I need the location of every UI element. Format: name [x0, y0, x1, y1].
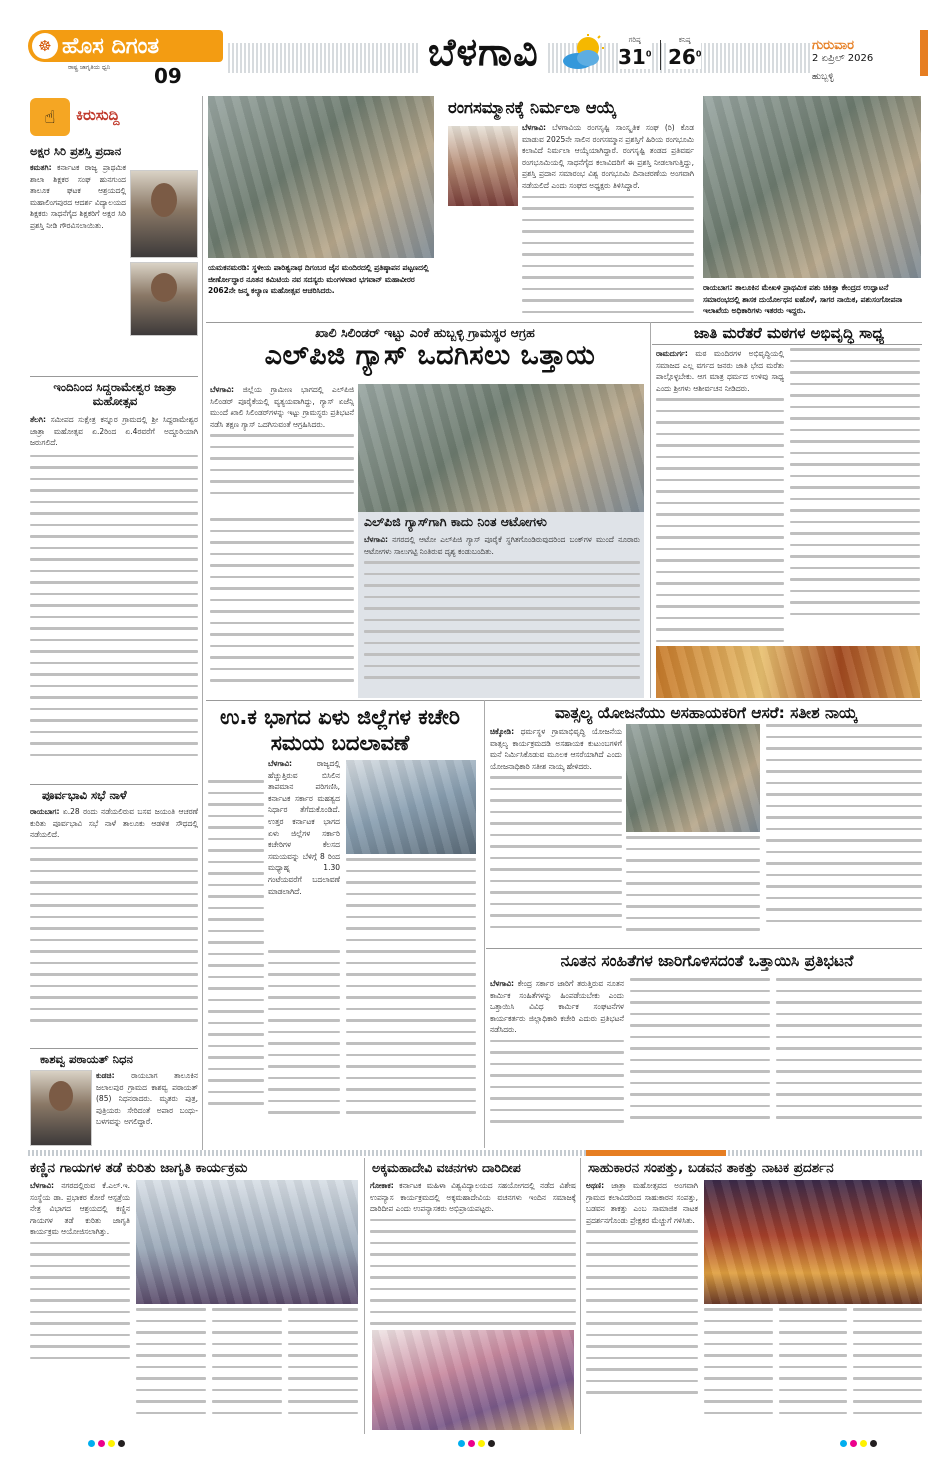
- article-body-vatsalya: ಚಿಕ್ಕೋಡಿ: ಧರ್ಮಸ್ಥಳ ಗ್ರಾಮಾಭಿವೃದ್ಧಿ ಯೋಜನೆಯ ವಾತ್ಸಲ್ಯ ಕಾರ್ಯಕ್ರಮದಡಿ ಅಸಹಾಯಕ ಕುಟುಂಬಗಳಿಗೆ ಮನೆ ನಿರ್ಮಿಸಿಕೊಡುವ ಮೂಲಕ ಆಸರೆಯಾಗಿದೆ ಎಂದು ಯೋಜನಾಧಿಕಾರಿ ಸತೀಶ ನಾಯ್ಕ ಹೇಳಿದರು.: [490, 726, 622, 946]
- article-body-lpg: ಬೆಳಗಾವಿ: ಜಿಲ್ಲೆಯ ಗ್ರಾಮೀಣ ಭಾಗದಲ್ಲಿ ಎಲ್‌ಪಿಜಿ ಸಿಲಿಂಡರ್ ಪೂರೈಕೆಯಲ್ಲಿ ವ್ಯತ್ಯಯವಾಗಿದ್ದು, ಗ್ಯಾಸ್ ಏಜೆನ್ಸಿ ಮುಂದೆ ಖಾಲಿ ಸಿಲಿಂಡರ್‌ಗಳನ್ನು ಇಟ್ಟು ಗ್ರಾಮಸ್ಥರು ಪ್ರತಿಭಟನೆ ನಡೆಸಿ ತಕ್ಷಣ ಗ್ಯಾಸ್ ಒದಗಿಸುವಂತೆ ಆಗ್ರಹಿಸಿದರು.: [210, 384, 354, 512]
- news-photo: [372, 1330, 574, 1430]
- print-registration-marks: [458, 1440, 495, 1447]
- article-body-office-col1: [208, 780, 264, 1140]
- emblem-icon: ☸: [32, 33, 58, 59]
- headline-akka: ಅಕ್ಕಮಹಾದೇವಿ ವಚನಗಳು ದಾರಿದೀಪ: [372, 1160, 521, 1175]
- article-body-natak: ಅಥಣಿ: ಜಾತ್ರಾ ಮಹೋತ್ಸವದ ಅಂಗವಾಗಿ ಗ್ರಾಮದ ಕಲಾವಿದರಿಂದ ಸಾಹುಕಾರನ ಸಂಪತ್ತು, ಬಡವನ ತಾಕತ್ತು ಎಂಬ ಸಾಮಾಜಿಕ ನಾಟಕ ಪ್ರದರ್ಶನಗೊಂಡು ಪ್ರೇಕ್ಷಕರ ಮೆಚ್ಚುಗೆ ಗಳಿಸಿತು.: [586, 1180, 698, 1430]
- brief-title-3: ಪೂರ್ವಭಾವಿ ಸಭೆ ನಾಳೆ: [42, 788, 127, 802]
- article-body-office-col2: [268, 950, 340, 1140]
- hand-icon: ☝: [30, 98, 70, 136]
- news-photo: [626, 724, 760, 832]
- newspaper-logo[interactable]: [28, 30, 223, 86]
- article-body-vatsalya-col3: [766, 724, 922, 946]
- news-photo: [703, 96, 921, 278]
- article-body-akka: ಗೋಕಾಕ: ಕರ್ನಾಟಕ ಮಹಿಳಾ ವಿಶ್ವವಿದ್ಯಾಲಯದ ಸಹಯೋಗದಲ್ಲಿ ನಡೆದ ವಿಶೇಷ ಉಪನ್ಯಾಸ ಕಾರ್ಯಕ್ರಮದಲ್ಲಿ ಅಕ್ಕಮಹಾದೇವಿಯ ವಚನಗಳು ಇಂದಿನ ಸಮಾಜಕ್ಕೆ ದಾರಿದೀಪ ಎಂದು ಉಪನ್ಯಾಸಕರು ಅಭಿಪ್ರಾಯಪಟ್ಟರು.: [370, 1180, 576, 1326]
- article-body-office-col3: [346, 858, 476, 1142]
- article-body-nirmala: ಬೆಳಗಾವಿ: ಬೆಳಗಾವಿಯ ರಂಗಸೃಷ್ಟಿ ಸಾಂಸ್ಕೃತಿಕ ಸಂಘ (ರಿ) ಕೊಡ ಮಾಡುವ 2025ನೇ ಸಾಲಿನ ರಂಗಸಮ್ಮಾನ ಪ್ರಶಸ್ತಿಗೆ ಹಿರಿಯ ರಂಗಭೂಮಿ ಕಲಾವಿದೆ ನಿರ್ಮಲಾ ಆಯ್ಕೆಯಾಗಿದ್ದಾರೆ. ರಂಗಸೃಷ್ಟಿ ತಂಡದ ಪ್ರತಿವರ್ಷ ರಂಗಭೂಮಿಯಲ್ಲಿ ಸಾಧನೆಗೈದ ಕಲಾವಿದರಿಗೆ ಈ ಪ್ರಶಸ್ತಿ ನೀಡಲಾಗುತ್ತಿದ್ದು, ಪ್ರಶಸ್ತಿ ಪ್ರದಾನ ಸಮಾರಂಭ ವಿಶ್ವ ರಂಗಭೂಮಿ ದಿನಾಚರಣೆಯ ಅಂಗವಾಗಿ ನಡೆಯಲಿದೆ ಎಂದು ಸಂಘದ ಅಧ್ಯಕ್ಷರು ತಿಳಿಸಿದ್ದಾರೆ.: [448, 122, 694, 320]
- headline-lpg: ಎಲ್‌ಪಿಜಿ ಗ್ಯಾಸ್ ಒದಗಿಸಲು ಒತ್ತಾಯ: [264, 340, 596, 371]
- article-body-autos: ಬೆಳಗಾವಿ: ನಗರದಲ್ಲಿ ಆಟೋ ಎಲ್‌ಪಿಜಿ ಗ್ಯಾಸ್ ಪೂರೈಕೆ ಸ್ಥಗಿತಗೊಂಡಿರುವುದರಿಂದ ಬಂಕ್‌ಗಳ ಮುಂದೆ ನೂರಾರು ಆಟೋಗಳು ಸಾಲುಗಟ್ಟಿ ನಿಂತಿರುವ ದೃಶ್ಯ ಕಂಡುಬಂದಿತು.: [364, 534, 640, 694]
- headline-sanhita: ನೂತನ ಸಂಹಿತೆಗಳ ಜಾರಿಗೊಳಿಸದಂತೆ ಒತ್ತಾಯಿಸಿ ಪ್ರತಿಭಟನೆ: [560, 952, 854, 970]
- article-body-eye-cont: [136, 1308, 358, 1430]
- headline-mata: ಜಾತಿ ಮರೆತರೆ ಮಠಗಳ ಅಭಿವೃದ್ಧಿ ಸಾಧ್ಯ: [693, 324, 885, 342]
- article-body-vatsalya-col2: [626, 836, 760, 946]
- brief-title-4: ಕಾಶವ್ವ ಪಠಾಯತ್ ನಿಧನ: [40, 1052, 133, 1066]
- headline-natak: ಸಾಹುಕಾರನ ಸಂಪತ್ತು, ಬಡವನ ತಾಕತ್ತು ನಾಟಕ ಪ್ರದರ್ಶನ: [588, 1160, 834, 1176]
- article-body-lpg-cont: [210, 518, 354, 694]
- print-registration-marks: [88, 1440, 125, 1447]
- news-photo: [358, 384, 644, 512]
- masthead: [0, 0, 945, 92]
- headline-eye: ಕಣ್ಣಿನ ಗಾಯಗಳ ತಡೆ ಕುರಿತು ಜಾಗೃತಿ ಕಾರ್ಯಕ್ರಮ: [30, 1160, 248, 1176]
- brief-body-1: ಕಮತಗಿ: ಕರ್ನಾಟಕ ರಾಜ್ಯ ಪ್ರಾಥಮಿಕ ಶಾಲಾ ಶಿಕ್ಷಕರ ಸಂಘ ಹುನಗುಂದ ತಾಲೂಕ ಘಟಕ ಆಶ್ರಯದಲ್ಲಿ ಮಹಾಲಿಂಗಪುರದ ಆದರ್ಶ ವಿದ್ಯಾಲಯದ ಶಿಕ್ಷಕರು ಸಾಧನೆಗೈದ ಶಿಕ್ಷಕರಿಗೆ ಅಕ್ಷರ ಸಿರಿ ಪ್ರಶಸ್ತಿ ನೀಡಿ ಗೌರವಿಸಲಾಯಿತು.: [30, 163, 126, 230]
- headline-nirmala: ರಂಗಸಮ್ಮಾನಕ್ಕೆ ನಿರ್ಮಲಾ ಆಯ್ಕೆ: [448, 98, 617, 117]
- portrait-photo: [30, 1070, 92, 1146]
- brief-title-2: ಇಂದಿನಿಂದ ಸಿದ್ದರಾಮೇಶ್ವರ ಜಾತ್ರಾ ಮಹೋತ್ಸವ: [53, 380, 177, 408]
- article-body-natak-cont: [704, 1308, 922, 1430]
- page-number: 09: [148, 64, 188, 88]
- article-body-sanhita-col2: [630, 978, 770, 1140]
- partly-cloudy-icon: [558, 34, 608, 72]
- page-tab: [920, 30, 928, 76]
- kirusuddi-section-label: ☝ ಕಿರುಸುದ್ದಿ: [30, 98, 198, 136]
- news-photo: [704, 1180, 922, 1304]
- portrait-photo: [130, 262, 198, 336]
- article-body-mata: ರಾಮದುರ್ಗ: ಮಠ ಮಂದಿರಗಳ ಅಭಿವೃದ್ಧಿಯಲ್ಲಿ ಸಮಾಜದ ಎಲ್ಲ ವರ್ಗದ ಜನರು ಜಾತಿ ಭೇದ ಮರೆತು ಪಾಲ್ಗೊಳ್ಳಬೇಕು. ಆಗ ಮಾತ್ರ ಧರ್ಮದ ಉಳಿವು ಸಾಧ್ಯ ಎಂದು ಶ್ರೀಗಳು ಆಶೀರ್ವಚನ ನೀಡಿದರು.: [656, 348, 784, 644]
- photo-caption: ಯಮಕನಮರಡಿ: ಸ್ಥಳೀಯ ಪಾರಿಶ್ವನಾಥ ದಿಗಂಬರ ಜೈನ ಮಂದಿರದಲ್ಲಿ ಪ್ರತಿಷ್ಠಾಪನ ಪಟ್ಟಣದಲ್ಲಿ ಜೀರ್ಣೋದ್ಧಾರ ನೂತನ ಕಮಿಟಿಯ ನವ ಸದಸ್ಯರು ಮಂಗಳವಾರ ಭಗವಾನ್ ಮಹಾವೀರರ 2062ನೇ ಜನ್ಮ ಕಲ್ಯಾಣ ಮಹೋತ್ಸವ ಆಚರಿಸಿದರು.: [208, 263, 429, 295]
- logo-tagline: ರಾಷ್ಟ್ರ ಜಾಗೃತಿಯ ಧ್ವನಿ: [68, 64, 111, 71]
- brief-body-4: ಕುಡಚಿ: ರಾಯಬಾಗ ತಾಲೂಕಿನ ಜಲಾಲಪುರ ಗ್ರಾಮದ ಕಾಶವ್ವ ಪಠಾಯತ್ (85) ನಿಧನರಾದರು. ಮೃತರು ಪುತ್ರ, ಪುತ್ರಿಯರು ಸೇರಿದಂತೆ ಅಪಾರ ಬಂಧು-ಬಳಗವನ್ನು ಅಗಲಿದ್ದಾರೆ.: [96, 1071, 198, 1127]
- headline-vatsalya: ವಾತ್ಸಲ್ಯ ಯೋಜನೆಯು ಅಸಹಾಯಕರಿಗೆ ಆಸರೆ: ಸತೀಶ ನಾಯ್ಕ: [554, 704, 858, 722]
- news-photo: [208, 96, 434, 258]
- kicker-lpg: ಖಾಲಿ ಸಿಲಿಂಡರ್ ಇಟ್ಟು ಎಂಕೆ ಹುಬ್ಬಳ್ಳಿ ಗ್ರಾಮಸ್ಥರ ಆಗ್ರಹ: [315, 325, 535, 340]
- brief-body-2: ತೆಲಗಿ: ಸಮೀಪದ ಸುಕ್ಷೇತ್ರ ಕನ್ನೂರ ಗ್ರಾಮದಲ್ಲಿ ಶ್ರೀ ಸಿದ್ದರಾಮೇಶ್ವರ ಜಾತ್ರಾ ಮಹೋತ್ಸವ ಏ.2ರಿಂದ ಏ.4ರವರೆಗೆ ಅದ್ದೂರಿಯಾಗಿ ಜರುಗಲಿದೆ.: [30, 414, 198, 782]
- column-divider: [202, 96, 203, 1151]
- min-temp: ಕನಿಷ್ಠ $26^0$: [668, 36, 702, 69]
- portrait-photo: [130, 170, 198, 258]
- article-body-office: ಬೆಳಗಾವಿ: ರಾಜ್ಯದಲ್ಲಿ ಹೆಚ್ಚುತ್ತಿರುವ ಬಿಸಿಲಿನ ತಾಪಮಾನ ಪರಿಗಣಿಸಿ, ಕರ್ನಾಟಕ ಸರ್ಕಾರ ಮಹತ್ವದ ನಿರ್ಧಾರ ತೆಗೆದುಕೊಂಡಿದೆ. ಉತ್ತರ ಕರ್ನಾಟಕ ಭಾಗದ ಏಳು ಜಿಲ್ಲೆಗಳ ಸರ್ಕಾರಿ ಕಚೇರಿಗಳ ಕೆಲಸದ ಸಮಯವನ್ನು ಬೆಳಿಗ್ಗೆ 8 ರಿಂದ ಮಧ್ಯಾಹ್ನ 1.30 ಗಂಟೆಯವರೆಗೆ ಬದಲಾವಣೆ ಮಾಡಲಾಗಿದೆ.: [268, 759, 340, 896]
- dateline: ಗುರುವಾರ 2 ಏಪ್ರಿಲ್ 2026 ಹುಬ್ಬಳ್ಳಿ: [812, 38, 920, 82]
- article-body-eye: ಬೆಳಗಾವಿ: ನಗರದಲ್ಲಿರುವ ಕೆ.ಎಲ್.ಇ. ಸಂಸ್ಥೆಯ ಡಾ. ಪ್ರಭಾಕರ ಕೋರೆ ಆಸ್ಪತ್ರೆಯ ನೇತ್ರ ವಿಭಾಗದ ಆಶ್ರಯದಲ್ಲಿ ಕಣ್ಣಿನ ಗಾಯಗಳ ತಡೆ ಕುರಿತು ಜಾಗೃತಿ ಕಾರ್ಯಕ್ರಮ ಆಯೋಜಿಸಲಾಗಿತ್ತು.: [30, 1180, 130, 1430]
- headline-office-timing: ಉ.ಕ ಭಾಗದ ಏಳು ಜಿಲ್ಲೆಗಳ ಕಚೇರಿ ಸಮಯ ಬದಲಾವಣೆ: [219, 705, 461, 755]
- news-photo: [136, 1180, 358, 1304]
- edition-city: ಬೆಳಗಾವಿ: [420, 30, 547, 75]
- news-photo: [346, 760, 476, 854]
- max-temp: ಗರಿಷ್ಠ $31^0$: [618, 36, 652, 69]
- article-body-sanhita-col3: [776, 978, 922, 1140]
- news-photo: [656, 646, 920, 698]
- brief-title-1: ಅಕ್ಷರ ಸಿರಿ ಪ್ರಶಸ್ತಿ ಪ್ರದಾನ: [30, 144, 122, 158]
- article-body-mata-cont: [790, 348, 920, 644]
- brief-body-3: ರಾಯಬಾಗ: ಏ.28 ರಂದು ನಡೆಯಲಿರುವ ಬಸವ ಜಯಂತಿ ಆಚರಣೆ ಕುರಿತು ಪೂರ್ವಭಾವಿ ಸಭೆ ನಾಳೆ ತಾಲೂಕು ಆಡಳಿತ ಸೌಧದಲ್ಲಿ ನಡೆಯಲಿದೆ.: [30, 806, 198, 1046]
- photo-caption: ರಾಯಬಾಗ: ತಾಲೂಕಿನ ಮೇಖಳಿ ಪ್ರಾಥಮಿಕ ಪಶು ಚಿಕಿತ್ಸಾ ಕೇಂದ್ರದ ಉದ್ಘಾಟನೆ ಸಮಾರಂಭದಲ್ಲಿ ಶಾಸಕ ದುರ್ಯೋಧನ ಐಹೊಳೆ, ಸಾಗರ ನಾಯಿಕ, ಪಶುಸಂಗೋಪನಾ ಇಲಾಖೆಯ ಅಧಿಕಾರಿಗಳು ಇತರರು ಇದ್ದರು.: [703, 283, 903, 315]
- subhead-autos: ಎಲ್‌ಪಿಜಿ ಗ್ಯಾಸ್‌ಗಾಗಿ ಕಾದು ನಿಂತ ಆಟೋಗಳು: [364, 514, 547, 529]
- logo-text: ಹೊಸ ದಿಗಂತ: [62, 33, 160, 59]
- print-registration-marks: [840, 1440, 877, 1447]
- article-body-sanhita: ಬೆಳಗಾವಿ: ಕೇಂದ್ರ ಸರ್ಕಾರ ಜಾರಿಗೆ ತರುತ್ತಿರುವ ನೂತನ ಕಾರ್ಮಿಕ ಸಂಹಿತೆಗಳನ್ನು ಹಿಂಪಡೆಯಬೇಕು ಎಂದು ಒತ್ತಾಯಿಸಿ ವಿವಿಧ ಕಾರ್ಮಿಕ ಸಂಘಟನೆಗಳ ಕಾರ್ಯಕರ್ತರು ಜಿಲ್ಲಾಧಿಕಾರಿ ಕಚೇರಿ ಎದುರು ಪ್ರತಿಭಟನೆ ನಡೆಸಿದರು.: [490, 978, 624, 1140]
